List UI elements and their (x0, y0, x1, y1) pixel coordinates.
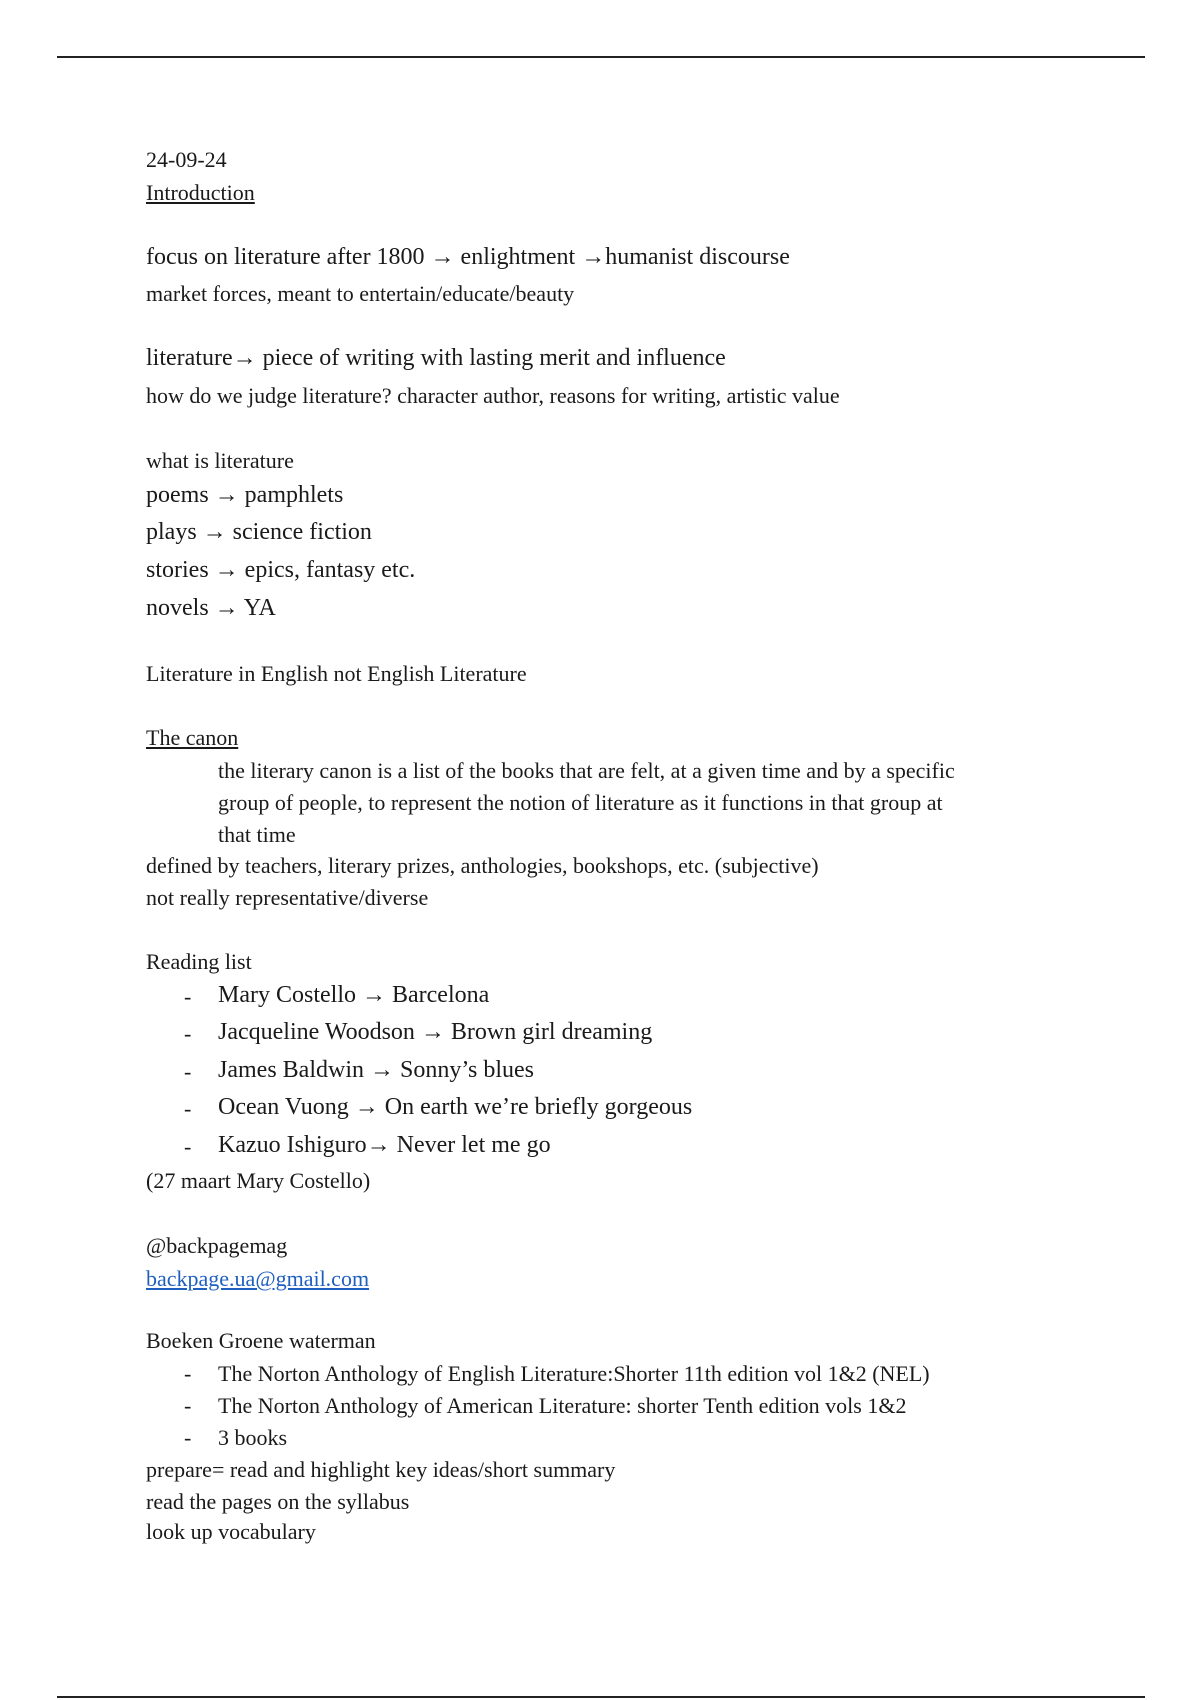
contact-handle: @backpagemag (146, 1233, 288, 1258)
lit-in-english: Literature in English not English Literature (146, 661, 527, 686)
reading-list-item: Jacqueline Woodson → Brown girl dreaming (218, 1019, 653, 1045)
reading-list-item: Kazuo Ishiguro→ Never let me go (218, 1132, 551, 1158)
reading-list-item: James Baldwin → Sonny’s blues (218, 1057, 534, 1083)
heading-introduction: Introduction (146, 180, 255, 205)
what-is-literature-title: what is literature (146, 448, 294, 473)
heading-canon: The canon (146, 725, 239, 750)
bottom-rule (57, 1696, 1145, 1698)
literature-judging: how do we judge literature? character author, reasons for writing, artistic value (146, 383, 840, 408)
top-rule (57, 56, 1145, 58)
list-bullet: - (184, 1425, 192, 1450)
reading-list-item: Ocean Vuong → On earth we’re briefly gorgeous (218, 1094, 693, 1120)
date: 24-09-24 (146, 147, 227, 172)
focus-line-1: focus on literature after 1800 → enlightment →humanist discourse (146, 244, 790, 270)
canon-not-diverse: not really representative/diverse (146, 885, 429, 910)
what-is-item: plays → science fiction (146, 519, 372, 545)
canon-defined-by: defined by teachers, literary prizes, anthologies, bookshops, etc. (subjective) (146, 853, 819, 878)
what-is-item: novels → YA (146, 595, 276, 621)
canon-quote-line: the literary canon is a list of the books that are felt, at a given time and by a specific (218, 758, 955, 783)
what-is-item: poems → pamphlets (146, 482, 344, 508)
list-bullet: - (184, 984, 192, 1009)
books-item: The Norton Anthology of English Literature:Shorter 11th edition vol 1&2 (NEL) (218, 1361, 930, 1386)
canon-quote-line: group of people, to represent the notion of literature as it functions in that group at (218, 790, 943, 815)
books-item: 3 books (218, 1425, 288, 1450)
books-syllabus: read the pages on the syllabus (146, 1489, 410, 1514)
list-bullet: - (184, 1393, 192, 1418)
books-prepare: prepare= read and highlight key ideas/short summary (146, 1457, 616, 1482)
email-link[interactable]: backpage.ua@gmail.com (146, 1266, 370, 1291)
books-vocabulary: look up vocabulary (146, 1519, 316, 1544)
list-bullet: - (184, 1096, 192, 1121)
reading-list-title: Reading list (146, 949, 252, 974)
list-bullet: - (184, 1134, 192, 1159)
focus-line-2: market forces, meant to entertain/educate/beauty (146, 281, 575, 306)
literature-definition: literature→ piece of writing with lasting merit and influence (146, 345, 726, 371)
list-bullet: - (184, 1361, 192, 1386)
books-item: The Norton Anthology of American Literature: shorter Tenth edition vols 1&2 (218, 1393, 907, 1418)
reading-list-item: Mary Costello → Barcelona (218, 982, 490, 1008)
list-bullet: - (184, 1059, 192, 1084)
canon-quote-line: that time (218, 822, 296, 847)
reading-list-note: (27 maart Mary Costello) (146, 1168, 371, 1193)
books-title: Boeken Groene waterman (146, 1328, 376, 1353)
what-is-item: stories → epics, fantasy etc. (146, 557, 416, 583)
list-bullet: - (184, 1021, 192, 1046)
